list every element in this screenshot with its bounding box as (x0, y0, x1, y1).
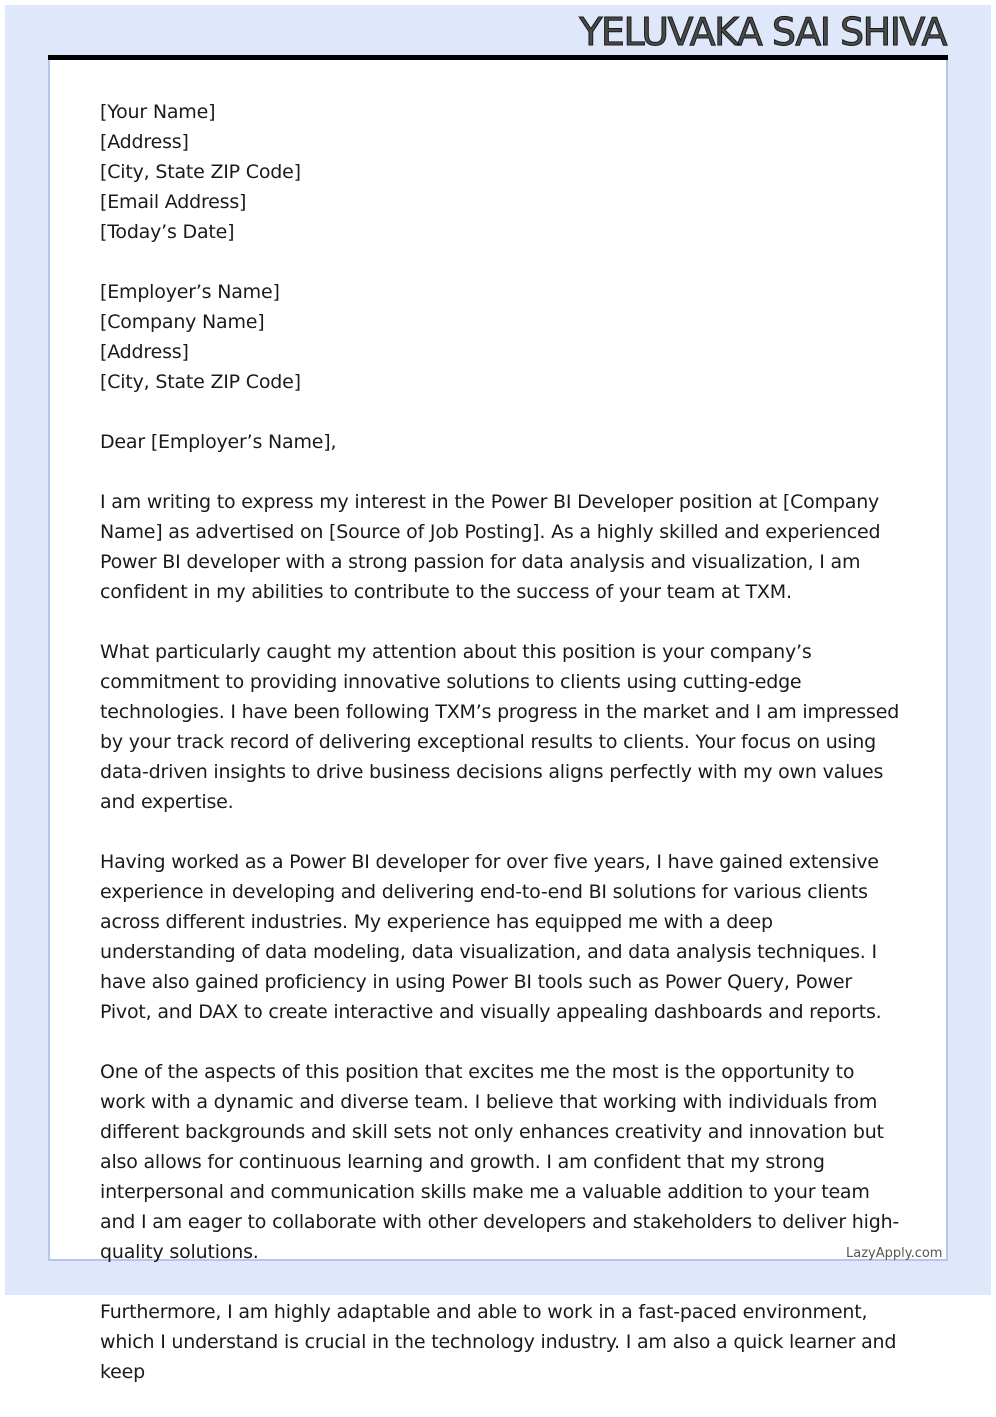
salutation: Dear [Employer’s Name], (100, 431, 337, 453)
sender-name: [Your Name] (100, 101, 216, 123)
paragraph: Furthermore, I am highly adaptable and able to work in a fast-paced environment, which I understand is crucial in the technology industry. I am also a quick learner and keep (100, 1301, 897, 1383)
sender-address: [Address] (100, 131, 189, 153)
applicant-name-header: YELUVAKA SAI SHIVA (579, 10, 946, 54)
recipient-block (100, 277, 900, 397)
letter-body (100, 97, 900, 1417)
recipient-address: [Address] (100, 341, 189, 363)
recipient-city: [City, State ZIP Code] (100, 371, 301, 393)
paragraph: I am writing to express my interest in the Power BI Developer position at [Company Name] as advertised on [Source of Job Posting]. As a highly skilled and experienced Power BI developer with a strong passion for data analysis and visualization, I am confident in my abilities to contribute to the success of your team at TXM. (100, 491, 881, 603)
watermark-text: LazyApply.com (846, 1246, 943, 1261)
sender-city: [City, State ZIP Code] (100, 161, 301, 183)
paragraph: Having worked as a Power BI developer for over five years, I have gained extensive experience in developing and delivering end-to-end BI solutions for various clients across different industries. My experience has equipped me with a deep understanding of data modeling, data visualization, and data analysis techniques. I have also gained proficiency in using Power BI tools such as Power Query, Power Pivot, and DAX to create interactive and visually appealing dashboards and reports. (100, 851, 882, 1023)
sender-email: [Email Address] (100, 191, 247, 213)
paragraph: One of the aspects of this position that excites me the most is the opportunity to work with a dynamic and diverse team. I believe that working with individuals from different backgrounds and skill sets not only enhances creativity and innovation but also allows for continuous learning and growth. I am confident that my strong interpersonal and communication skills make me a valuable addition to your team and I am eager to collaborate with other developers and stakeholders to deliver high-quality solutions. (100, 1061, 900, 1263)
recipient-company: [Company Name] (100, 311, 265, 333)
sender-block (100, 97, 900, 247)
paragraph: What particularly caught my attention about this position is your company’s commitment to providing innovative solutions to clients using cutting-edge technologies. I have been following TXM’s progress in the market and I am impressed by your track record of delivering exceptional results to clients. Your focus on using data-driven insights to drive business decisions aligns perfectly with my own values and expertise. (100, 641, 900, 813)
recipient-name: [Employer’s Name] (100, 281, 280, 303)
letter-date: [Today’s Date] (100, 221, 235, 243)
